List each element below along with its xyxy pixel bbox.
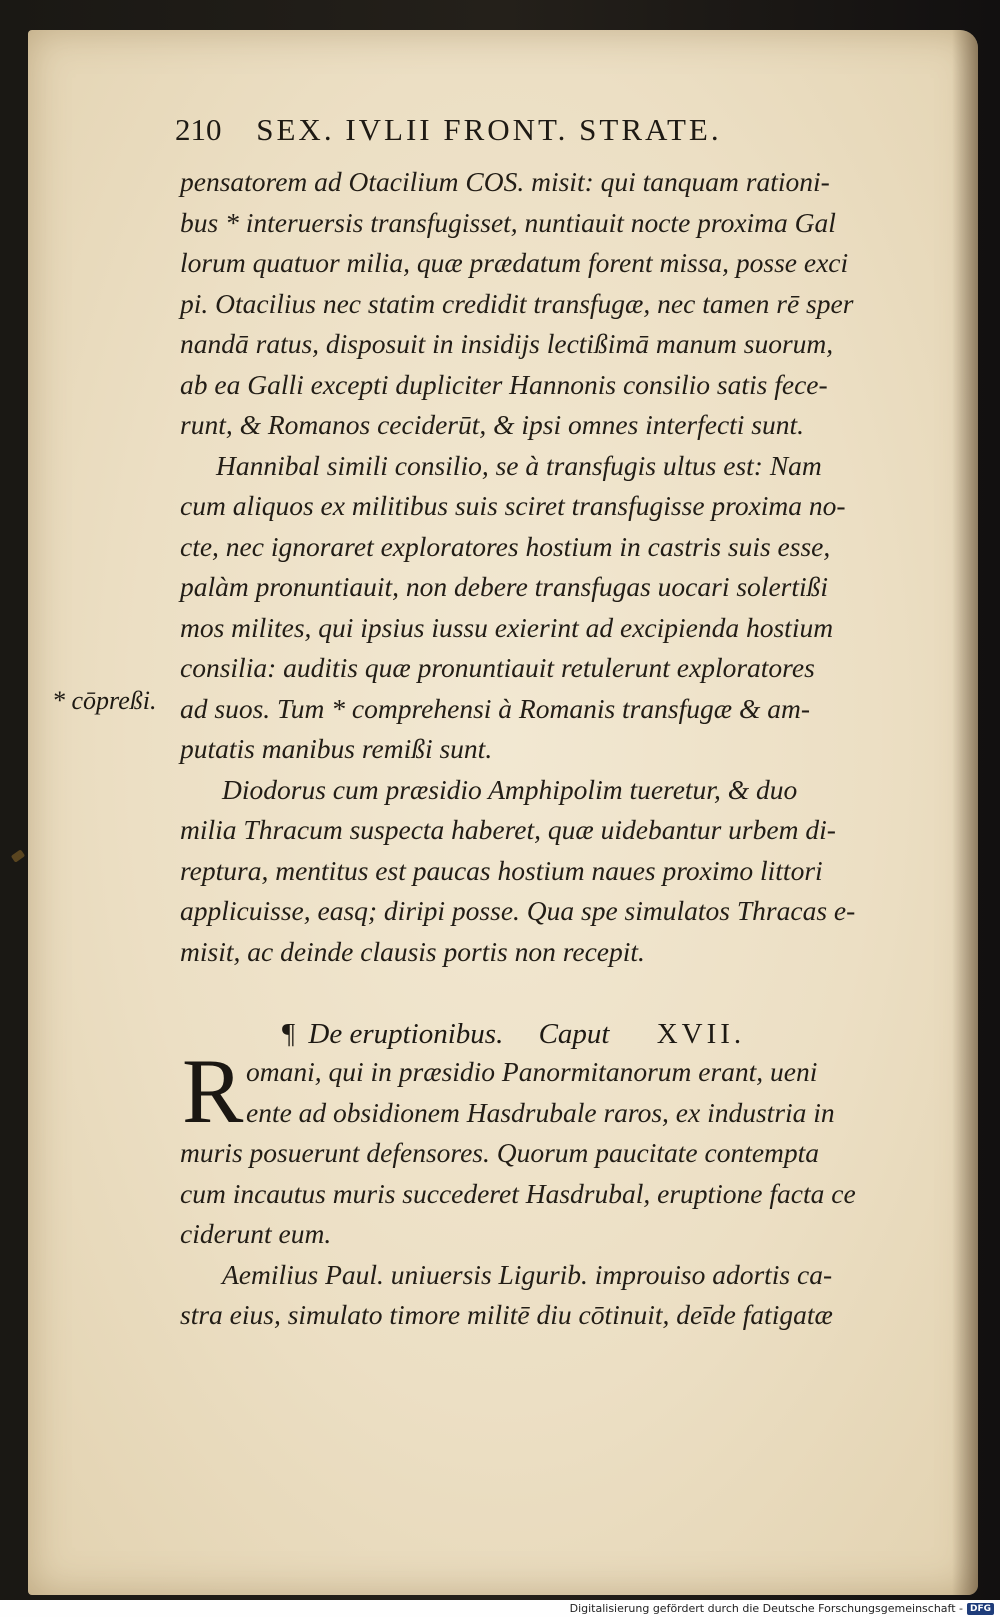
text-line: cum incautus muris succederet Hasdrubal, eruptione facta ce: [180, 1177, 856, 1209]
footer-credit: Digitalisierung gefördert durch die Deutsche Forschungsgemeinschaft -: [569, 1602, 963, 1615]
text-line: Diodorus cum præsidio Amphipolim tueretur, & duo: [222, 773, 798, 805]
page-number: 210: [175, 112, 222, 147]
dfg-logo-icon: DFG: [967, 1603, 994, 1615]
text-line: bus * interuersis transfugisset, nuntiauit nocte proxima Gal: [180, 206, 836, 238]
text-line: Hannibal simili consilio, se à transfugis ultus est: Nam: [216, 449, 822, 481]
text-line: Aemilius Paul. uniuersis Ligurib. improuiso adortis ca-: [222, 1258, 833, 1290]
text-line: putatis manibus remißi sunt.: [180, 733, 493, 764]
text-line: ente ad obsidionem Hasdrubale raros, ex industria in: [246, 1096, 835, 1128]
chapter-number: XVII.: [656, 1018, 746, 1050]
text-line: pi. Otacilius nec statim credidit transfugæ, nec tamen rē sper: [180, 287, 854, 319]
text-line: omani, qui in præsidio Panormitanorum erant, ueni: [246, 1056, 818, 1087]
running-title: SEX. IVLII FRONT. STRATE.: [256, 112, 722, 147]
margin-note: * cōpreßi.: [52, 686, 157, 715]
text-line: lorum quatuor milia, quæ prædatum forent missa, posse exci: [180, 247, 849, 278]
chapter-caput-label: Caput: [538, 1018, 610, 1050]
chapter-text-block: [180, 1040, 900, 1336]
text-line: runt, & Romanos ceciderūt, & ipsi omnes interfecti sunt.: [180, 409, 805, 440]
pilcrow-mark: ¶: [282, 1018, 296, 1050]
text-line: reptura, mentitus est paucas hostium naues proximo littori: [180, 854, 823, 886]
text-line: nandā ratus, disposuit in insidijs lectißimā manum suorum,: [180, 328, 834, 359]
running-header: [175, 112, 875, 148]
text-line: applicuisse, easq; diripi posse. Qua spe simulatos Thracas e-: [180, 895, 856, 926]
text-line: stra eius, simulato timore militē diu cōtinuit, deīde fatigatæ: [180, 1299, 833, 1330]
drop-cap: R: [182, 1040, 244, 1142]
text-line: consilia: auditis quæ pronuntiauit retulerunt exploratores: [180, 652, 815, 683]
text-line: ab ea Galli excepti dupliciter Hannonis consilio satis fece-: [180, 368, 828, 400]
text-line: cte, nec ignoraret exploratores hostium in castris suis esse,: [180, 530, 831, 562]
text-line: mos milites, qui ipsius iussu exierint ad excipienda hostium: [180, 611, 834, 643]
digitization-footer: [570, 1602, 994, 1615]
chapter-heading: [282, 1018, 842, 1051]
text-line: misit, ac deinde clausis portis non recepit.: [180, 935, 645, 967]
chapter-title: De eruptionibus.: [308, 1018, 504, 1050]
text-line: ad suos. Tum * comprehensi à Romanis transfugæ & am-: [180, 692, 810, 724]
text-line: cum aliquos ex militibus suis sciret transfugisse proxima no-: [180, 490, 846, 521]
text-line: palàm pronuntiauit, non debere transfugas uocari solertißi: [180, 571, 829, 602]
text-line: pensatorem ad Otacilium COS. misit: qui tanquam rationi-: [180, 166, 830, 197]
main-text-block: [180, 162, 900, 972]
text-line: muris posuerunt defensores. Quorum paucitate contempta: [180, 1137, 820, 1168]
text-line: ciderunt eum.: [180, 1218, 332, 1249]
text-line: milia Thracum suspecta haberet, quæ uidebantur urbem di-: [180, 814, 836, 845]
